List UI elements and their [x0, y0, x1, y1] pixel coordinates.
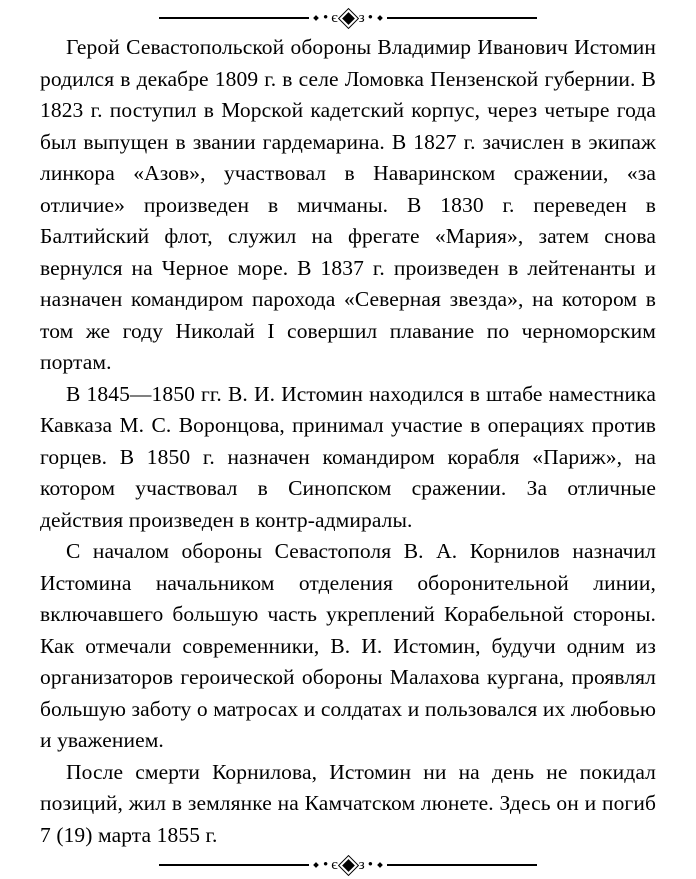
ornament-leaf-left: є [331, 856, 338, 873]
paragraph: После смерти Корнилова, Истомин ни на день не покидал позиций, жил в землянке на Камчатском люнете. Здесь он и погиб 7 (19) марта 1855 г. [40, 759, 656, 847]
ornament-diamond [338, 7, 359, 28]
article-body [16, 32, 680, 851]
ornament-leaf-left: є [331, 9, 338, 26]
ornament-leaf-right: з [358, 9, 365, 26]
ornament-dot-left: • [323, 9, 329, 26]
ornament-rule-right [387, 864, 537, 866]
paragraph: В 1845—1850 гг. В. И. Истомин находился в штабе наместника Кавказа М. С. Воронцова, принимал участие в операциях против горцев. В 1850 г. назначен командиром корабля «Париж», на котором участвовал в Синопском сражении. За отличные действия произведен в контр-адмиралы. [40, 381, 656, 532]
ornament-bottom [16, 851, 680, 879]
paragraph: С началом обороны Севастополя В. А. Корнилов назначил Истомина начальником отделения оборонительной линии, включавшего большую часть укреплений Корабельной стороны. Как отмечали современники, В. И. Истомин, будучи одним из организаторов героической обороны Малахова кургана, проявлял большую заботу о матросах и солдатах и пользовался их любовью и уважением. [40, 539, 656, 752]
ornament-rule-left [159, 17, 309, 19]
ornament-center-top [309, 11, 387, 26]
ornament-diamond [338, 854, 359, 875]
ornament-dot-right: • [367, 856, 373, 873]
paragraph: Герой Севастопольской обороны Владимир Иванович Истомин родился в декабре 1809 г. в селе Ломовка Пензенской губернии. В 1823 г. поступил в Морской кадетский корпус, через четыре года был выпущен в звании гардемарина. В 1827 г. зачислен в экипаж линкора «Азов», участвовал в Наваринском сражении, «за отличие» произведен в мичманы. В 1830 г. переведен в Балтийский флот, служил на фрегате «Мария», затем снова вернулся на Черное море. В 1837 г. произведен в лейтенанты и назначен командиром парохода «Северная звезда», на котором в том же году Николай I совершил плавание по черноморским портам. [40, 35, 656, 374]
ornament-center-bottom [309, 858, 387, 873]
ornament-leaf-right: з [358, 856, 365, 873]
ornament-top [16, 4, 680, 32]
ornament-dot-right: • [367, 9, 373, 26]
ornament-dot-left: • [323, 856, 329, 873]
ornament-rule-right [387, 17, 537, 19]
ornament-rule-left [159, 864, 309, 866]
